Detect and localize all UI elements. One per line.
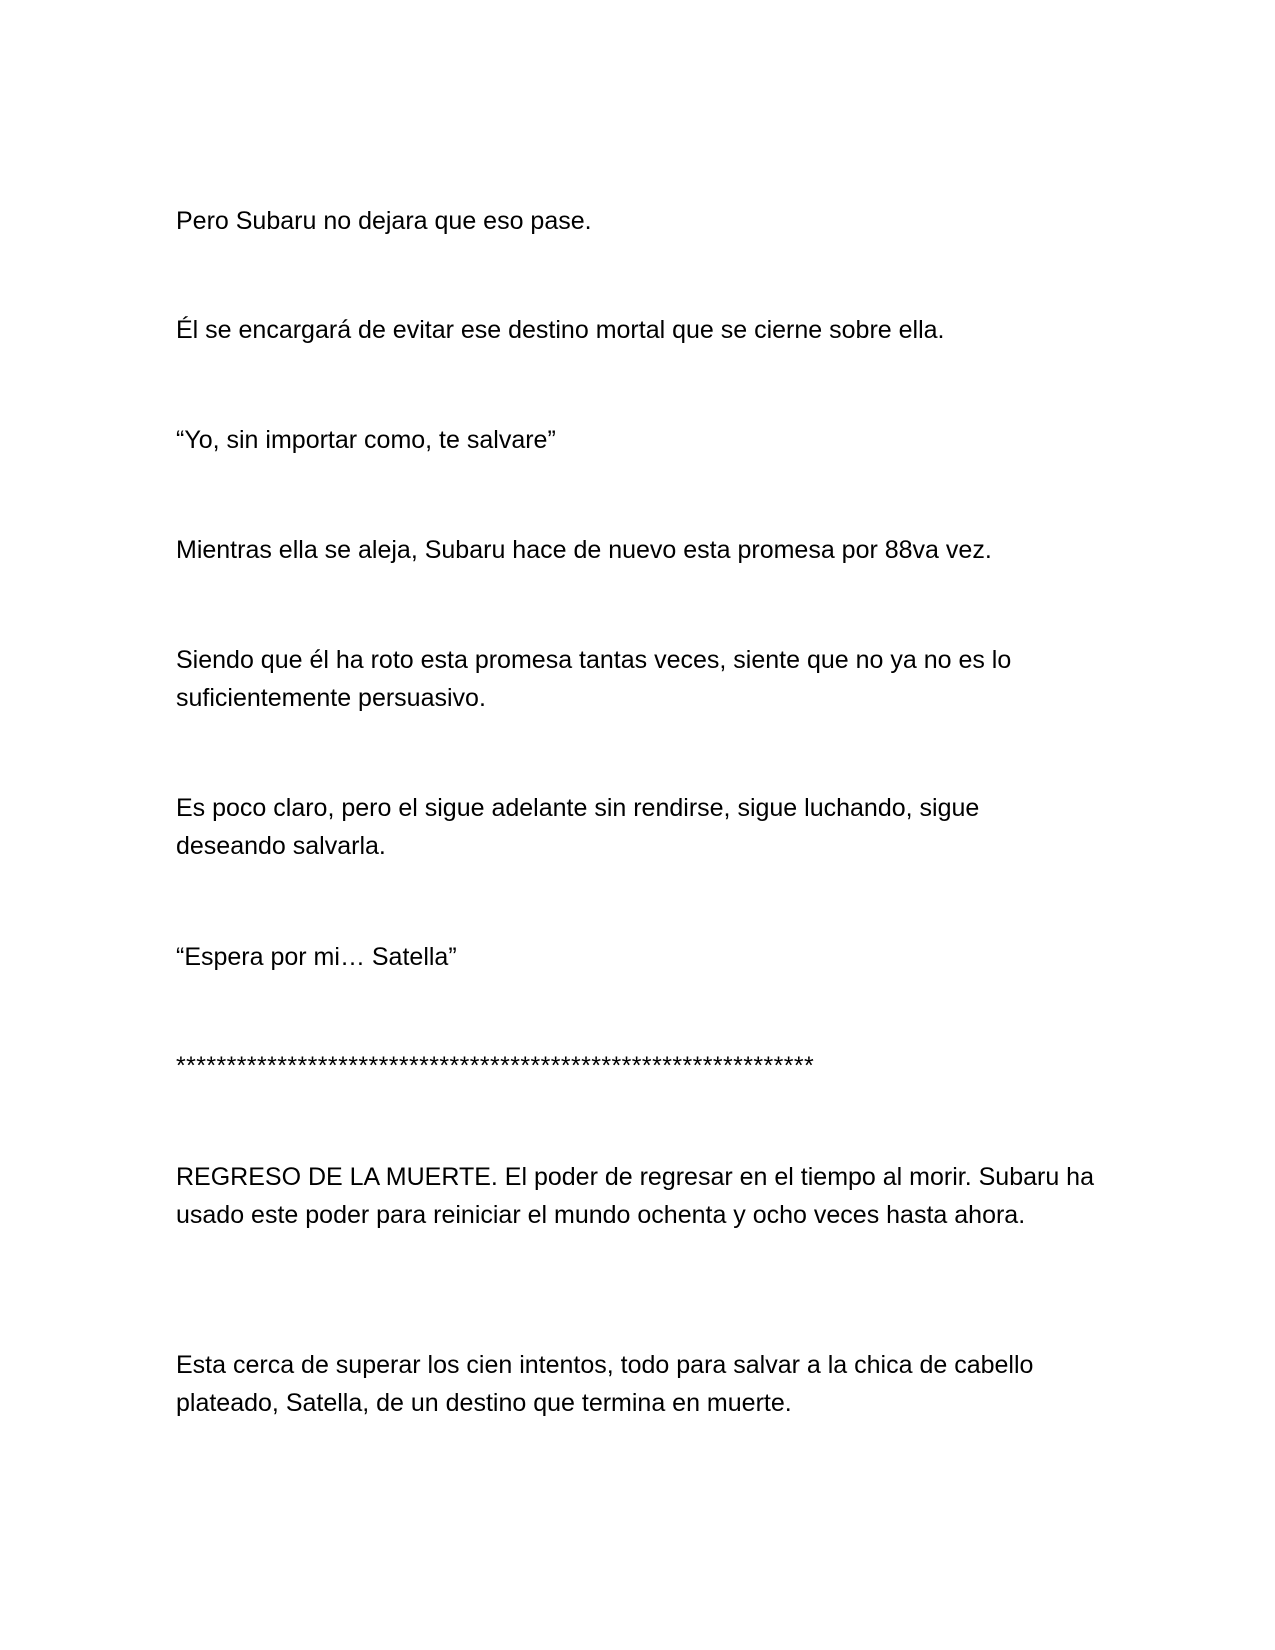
paragraph: REGRESO DE LA MUERTE. El poder de regresar en el tiempo al morir. Subaru ha usado este poder para reiniciar el mundo ochenta y ocho veces hasta ahora.	[176, 1163, 1094, 1229]
section-separator: ***************************************************************	[176, 1052, 815, 1080]
paragraph: Pero Subaru no dejara que eso pase.	[176, 207, 592, 235]
paragraph: Es poco claro, pero el sigue adelante sin rendirse, sigue luchando, sigue deseando salvarla.	[176, 794, 980, 860]
paragraph: Esta cerca de superar los cien intentos, todo para salvar a la chica de cabello plateado, Satella, de un destino que termina en muerte.	[176, 1351, 1034, 1417]
paragraph: Mientras ella se aleja, Subaru hace de nuevo esta promesa por 88va vez.	[176, 536, 992, 564]
quote-paragraph: “Yo, sin importar como, te salvare”	[176, 426, 556, 454]
paragraph: Siendo que él ha roto esta promesa tantas veces, siente que no ya no es lo suficientemente persuasivo.	[176, 646, 1012, 712]
quote-paragraph: “Espera por mi… Satella”	[176, 943, 457, 971]
paragraph: Él se encargará de evitar ese destino mortal que se cierne sobre ella.	[176, 316, 945, 344]
